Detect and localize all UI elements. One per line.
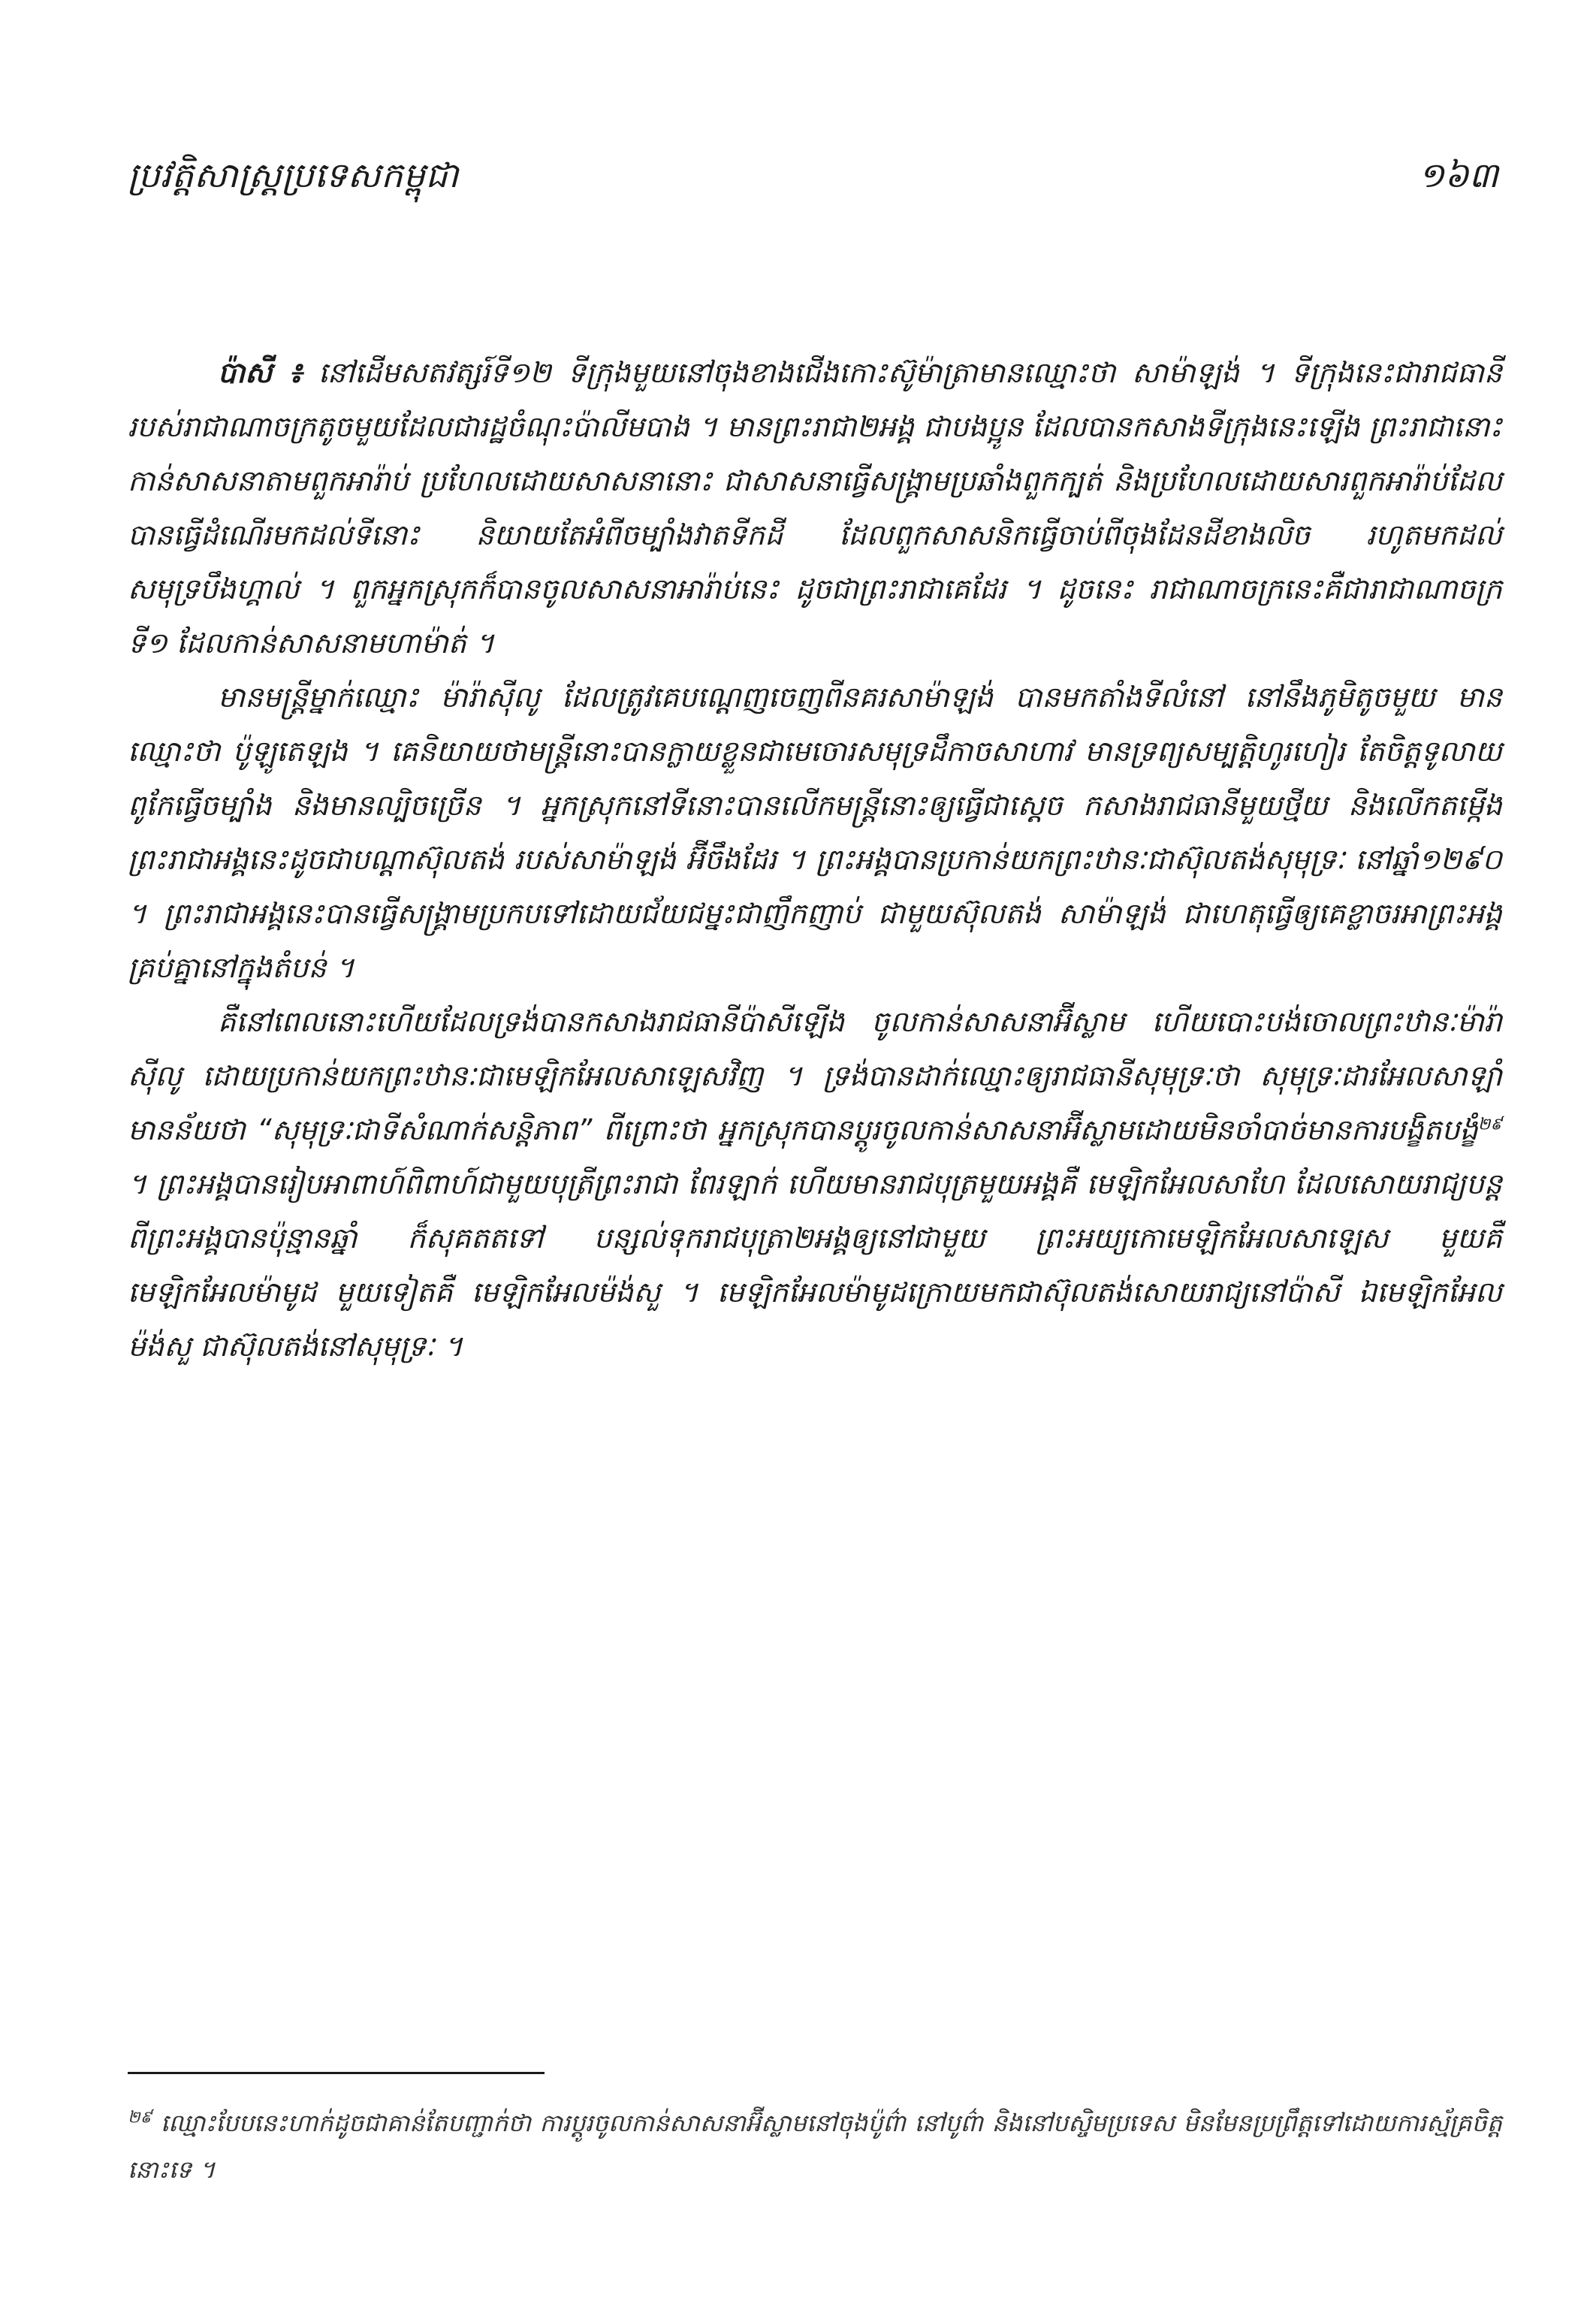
main-text xyxy=(128,346,1502,1373)
paragraph-1 xyxy=(128,346,1502,670)
footnote-text: ឈ្មោះបែបនេះហាក់ដូចជាគាន់តែបញ្ជាក់ថា ការប្តូរចូលកាន់សាសនាអ៊ីស្លាមនៅចុងប៉ូព៌ា នៅបូព៌ា និងនៅបស្ចិមប្រទេស មិនមែនប្រព្រឹត្តទៅដោយការស្ម័គ្រចិត្តនោះទេ ។ xyxy=(128,2109,1502,2184)
paragraph-text: មានមន្ត្រីម្នាក់ឈ្មោះ ម៉ារ៉ាស៊ីលូ ដែលត្រូវគេបណ្តេញចេញពីនគរសាម៉ាឡង់ បានមកតាំងទីលំនៅ នៅនឹងភូមិតូចមួយ មានឈ្មោះថា ប៉ូឡូតេឡង ។ គេនិយាយថាមន្ត្រីនោះបានក្លាយខ្លួនជាមេចោរសមុទ្រដឹកាចសាហាវ មានទ្រព្យសម្បត្តិហូរហៀរ តែចិត្តទូលាយ ពូកែធ្វើចម្បាំង និងមានល្បិចច្រើន ។ អ្នកស្រុកនៅទីនោះបានលើកមន្ត្រីនោះឲ្យធ្វើជាស្តេច កសាងរាជធានីមួយថ្មីយ និងលើកតម្កើងព្រះរាជាអង្គនេះដូចជាបណ្តាស៊ុលតង់ របស់សាម៉ាឡង់ អ៊ីចឹងដែរ ។ ព្រះអង្គបានប្រកាន់យកព្រះឋានៈជាស៊ុលតង់សុមុទ្រៈ នៅឆ្នាំ១២៩០ ។ ព្រះរាជាអង្គនេះបានធ្វើសង្គ្រាមប្រកបទៅដោយជ័យជម្នះជាញឹកញាប់ ជាមួយស៊ុលតង់ សាម៉ាឡង់ ជាហេតុធ្វើឲ្យគេខ្លាចរអាព្រះអង្គគ្រប់គ្នានៅក្នុងតំបន់ ។ xyxy=(128,681,1502,984)
running-title: ប្រវត្តិសាស្ត្រប្រទេសកម្ពុជា xyxy=(128,155,459,195)
paragraph-3 xyxy=(128,995,1502,1373)
footnote-divider xyxy=(128,2072,545,2074)
paragraph-2 xyxy=(128,670,1502,995)
page-number: ១៦៣ xyxy=(1418,155,1498,195)
footnote-mark: ២៩ xyxy=(128,2108,152,2127)
paragraph-text-continued: ។ ព្រះអង្គបានរៀបអាពាហ៍ពិពាហ៍ជាមួយបុត្រីព្រះរាជា ពែរឡាក់ ហើយមានរាជបុត្រមួយអង្គគឺ មេឡិកអែលសាហែ ដែលសោយរាជ្យបន្តពីព្រះអង្គបានប៉ុន្មានឆ្នាំ ក៏សុគតតទៅ បន្សល់ទុករាជបុត្រា២អង្គឲ្យនៅជាមួយ ព្រះអយ្យកោមេឡិកអែលសាឡេស មួយគឺ មេឡិកអែលម៉ាមូដ មួយទៀតគឺ មេឡិកអែលម៉ង់សួ ។ មេឡិកអែលម៉ាមូដក្រោយមកជាស៊ុលតង់សោយរាជ្យនៅប៉ាសី ឯមេឡិកអែលម៉ង់សួ ជាស៊ុលតង់នៅសុមុទ្រៈ ។ xyxy=(128,1167,1502,1363)
paragraph-text: នៅដើមសតវត្សរ៍ទី១២ ទីក្រុងមួយនៅចុងខាងជើងកោះស៊ូម៉ាត្រាមានឈ្មោះថា សាម៉ាឡង់ ។ ទីក្រុងនេះជារាជធានីរបស់រាជាណាចក្រតូចមួយដែលជារដ្ឋចំណុះប៉ាលីមបាង ។ មានព្រះរាជា២អង្គ ជាបងប្អូន ដែលបានកសាងទីក្រុងនេះឡើង ព្រះរាជានោះកាន់សាសនាតាមពួកអារ៉ាប់ ប្រហែលដោយសាសនានោះ ជាសាសនាធ្វើសង្គ្រាមប្រឆាំងពួកក្បត់ និងប្រហែលដោយសារពួកអារ៉ាប់ដែលបានធ្វើដំណើរមកដល់ទីនោះ និយាយតែអំពីចម្បាំងវាតទីកដី ដែលពួកសាសនិកធ្វើចាប់ពីចុងដែនដីខាងលិច រហូតមកដល់សមុទ្របឹងហ្គាល់ ។ ពួកអ្នកស្រុកក៏បានចូលសាសនាអារ៉ាប់នេះ ដូចជាព្រះរាជាគេដែរ ។ ដូចនេះ រាជាណាចក្រនេះគឺជារាជាណាចក្រ ទី១ ដែលកាន់សាសនាមហាម៉ាត់ ។ xyxy=(128,356,1502,660)
paragraph-lead-term: ប៉ាសី ៖ xyxy=(218,356,303,389)
footnote-reference[interactable]: ២៩ xyxy=(1477,1115,1502,1134)
footnote xyxy=(128,2100,1502,2193)
paragraph-text: គឺនៅពេលនោះហើយដែលទ្រង់បានកសាងរាជធានីប៉ាសីឡើង ចូលកាន់សាសនាអ៊ីស្លាម ហើយបោះបង់ចោលព្រះឋានៈម៉ារ៉ាស៊ីលូ ដោយប្រកាន់យកព្រះឋានៈជាមេឡិកអែលសាឡេសវិញ ។ ទ្រង់បានដាក់ឈ្មោះឲ្យរាជធានីសុមុទ្រៈថា សុមុទ្រៈដារអែលសាឡាំ មានន័យថា “សុមុទ្រៈជាទីសំណាក់សន្តិភាព” ពីព្រោះថា អ្នកស្រុកបានប្តូរចូលកាន់សាសនាអ៊ីស្លាមដោយមិនចាំបាច់មានការបង្ខិតបង្ខំ xyxy=(128,1005,1502,1146)
